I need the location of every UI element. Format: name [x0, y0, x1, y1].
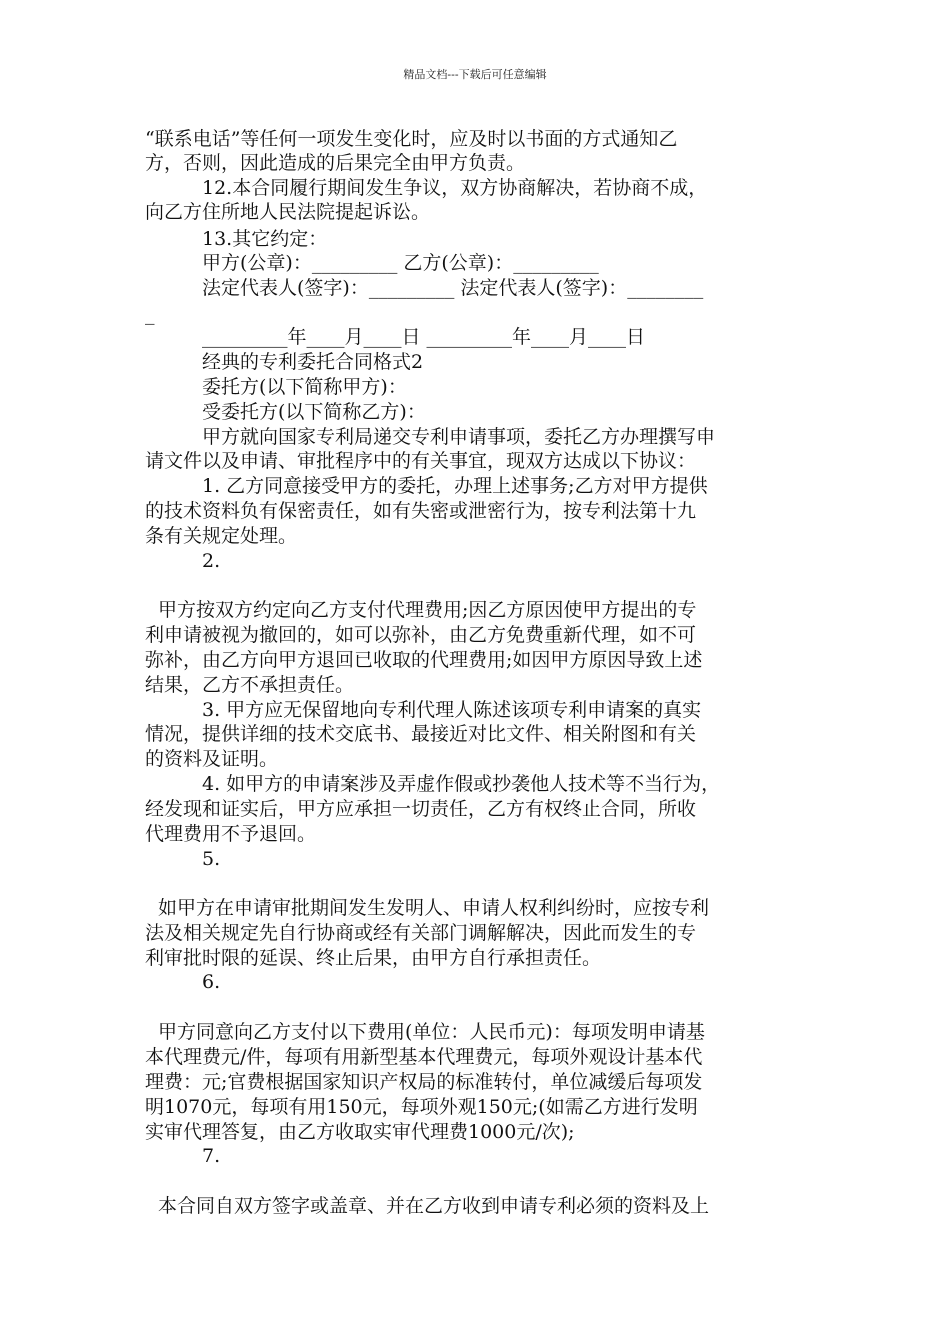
- text-line: 的资料及证明。: [145, 748, 279, 770]
- text-line: 情况，提供详细的技术交底书、最接近对比文件、相关附图和有关: [145, 723, 697, 745]
- text-line: 的技术资料负有保密责任，如有失密或泄密行为，按专利法第十九: [145, 500, 697, 522]
- text-line: 1. 乙方同意接受甲方的委托，办理上述事务;乙方对甲方提供: [202, 475, 708, 497]
- text-line: 12.本合同履行期间发生争议，双方协商解决，若协商不成，: [202, 177, 708, 199]
- text-line: 经典的专利委托合同格式2: [202, 351, 424, 373]
- text-line: 向乙方住所地人民法院提起诉讼。: [145, 201, 431, 223]
- text-line: 甲方就向国家专利局递交专利申请事项，委托乙方办理撰写申: [202, 426, 716, 448]
- text-line: 5.: [202, 848, 221, 870]
- text-line: 甲方同意向乙方支付以下费用(单位：人民币元)：每项发明申请基: [158, 1021, 705, 1043]
- text-line: 明1070元，每项有用150元，每项外观150元;(如需乙方进行发明: [145, 1096, 698, 1118]
- text-line: 本代理费元/件，每项有用新型基本代理费元，每项外观设计基本代: [145, 1046, 703, 1068]
- text-line: 理费：元;官费根据国家知识产权局的标准转付，单位减缓后每项发: [145, 1071, 703, 1093]
- text-line: 受委托方(以下简称乙方)：: [202, 401, 426, 423]
- text-line: 利申请被视为撤回的，如可以弥补，由乙方免费重新代理，如不可: [145, 624, 697, 646]
- text-line: 如甲方在申请审批期间发生发明人、申请人权利纠纷时，应按专利: [158, 897, 710, 919]
- text-line: 利审批时限的延误、终止后果，由甲方自行承担责任。: [145, 947, 602, 969]
- text-line: 方，否则，因此造成的后果完全由甲方负责。: [145, 152, 526, 174]
- text-line: 条有关规定处理。: [145, 525, 298, 547]
- text-line: 弥补，由乙方向甲方退回已收取的代理费用;如因甲方原因导致上述: [145, 649, 703, 671]
- text-line: “联系电话”等任何一项发生变化时，应及时以书面的方式通知乙: [145, 128, 678, 150]
- text-line: 2.: [202, 550, 221, 572]
- text-line: 13.其它约定：: [202, 228, 328, 250]
- text-line: 委托方(以下简称甲方)：: [202, 376, 407, 398]
- text-line: 经发现和证实后，甲方应承担一切责任，乙方有权终止合同，所收: [145, 798, 697, 820]
- text-line: 甲方按双方约定向乙方支付代理费用;因乙方原因使甲方提出的专: [158, 599, 697, 621]
- text-line: 结果，乙方不承担责任。: [145, 674, 355, 696]
- text-line: 代理费用不予退回。: [145, 823, 317, 845]
- text-line: _: [145, 303, 155, 325]
- text-line: 甲方(公章)：_________ 乙方(公章)：_________: [202, 252, 599, 274]
- text-line: _________年____月____日 _________年____月____日: [202, 326, 646, 348]
- text-line: 4. 如甲方的申请案涉及弄虚作假或抄袭他人技术等不当行为，: [202, 773, 721, 795]
- text-line: 本合同自双方签字或盖章、并在乙方收到申请专利必须的资料及上: [158, 1195, 710, 1217]
- text-line: 3. 甲方应无保留地向专利代理人陈述该项专利申请案的真实: [202, 699, 702, 721]
- page-header: 精品文档---下载后可任意编辑: [403, 68, 547, 81]
- text-line: 法定代表人(签字)：_________ 法定代表人(签字)：________: [202, 277, 704, 299]
- text-line: 法及相关规定先自行协商或经有关部门调解解决，因此而发生的专: [145, 922, 697, 944]
- text-line: 7.: [202, 1145, 221, 1167]
- text-line: 请文件以及申请、审批程序中的有关事宜，现双方达成以下协议：: [145, 450, 697, 472]
- text-line: 实审代理答复，由乙方收取实审代理费1000元/次);: [145, 1121, 575, 1143]
- text-line: 6.: [202, 971, 221, 993]
